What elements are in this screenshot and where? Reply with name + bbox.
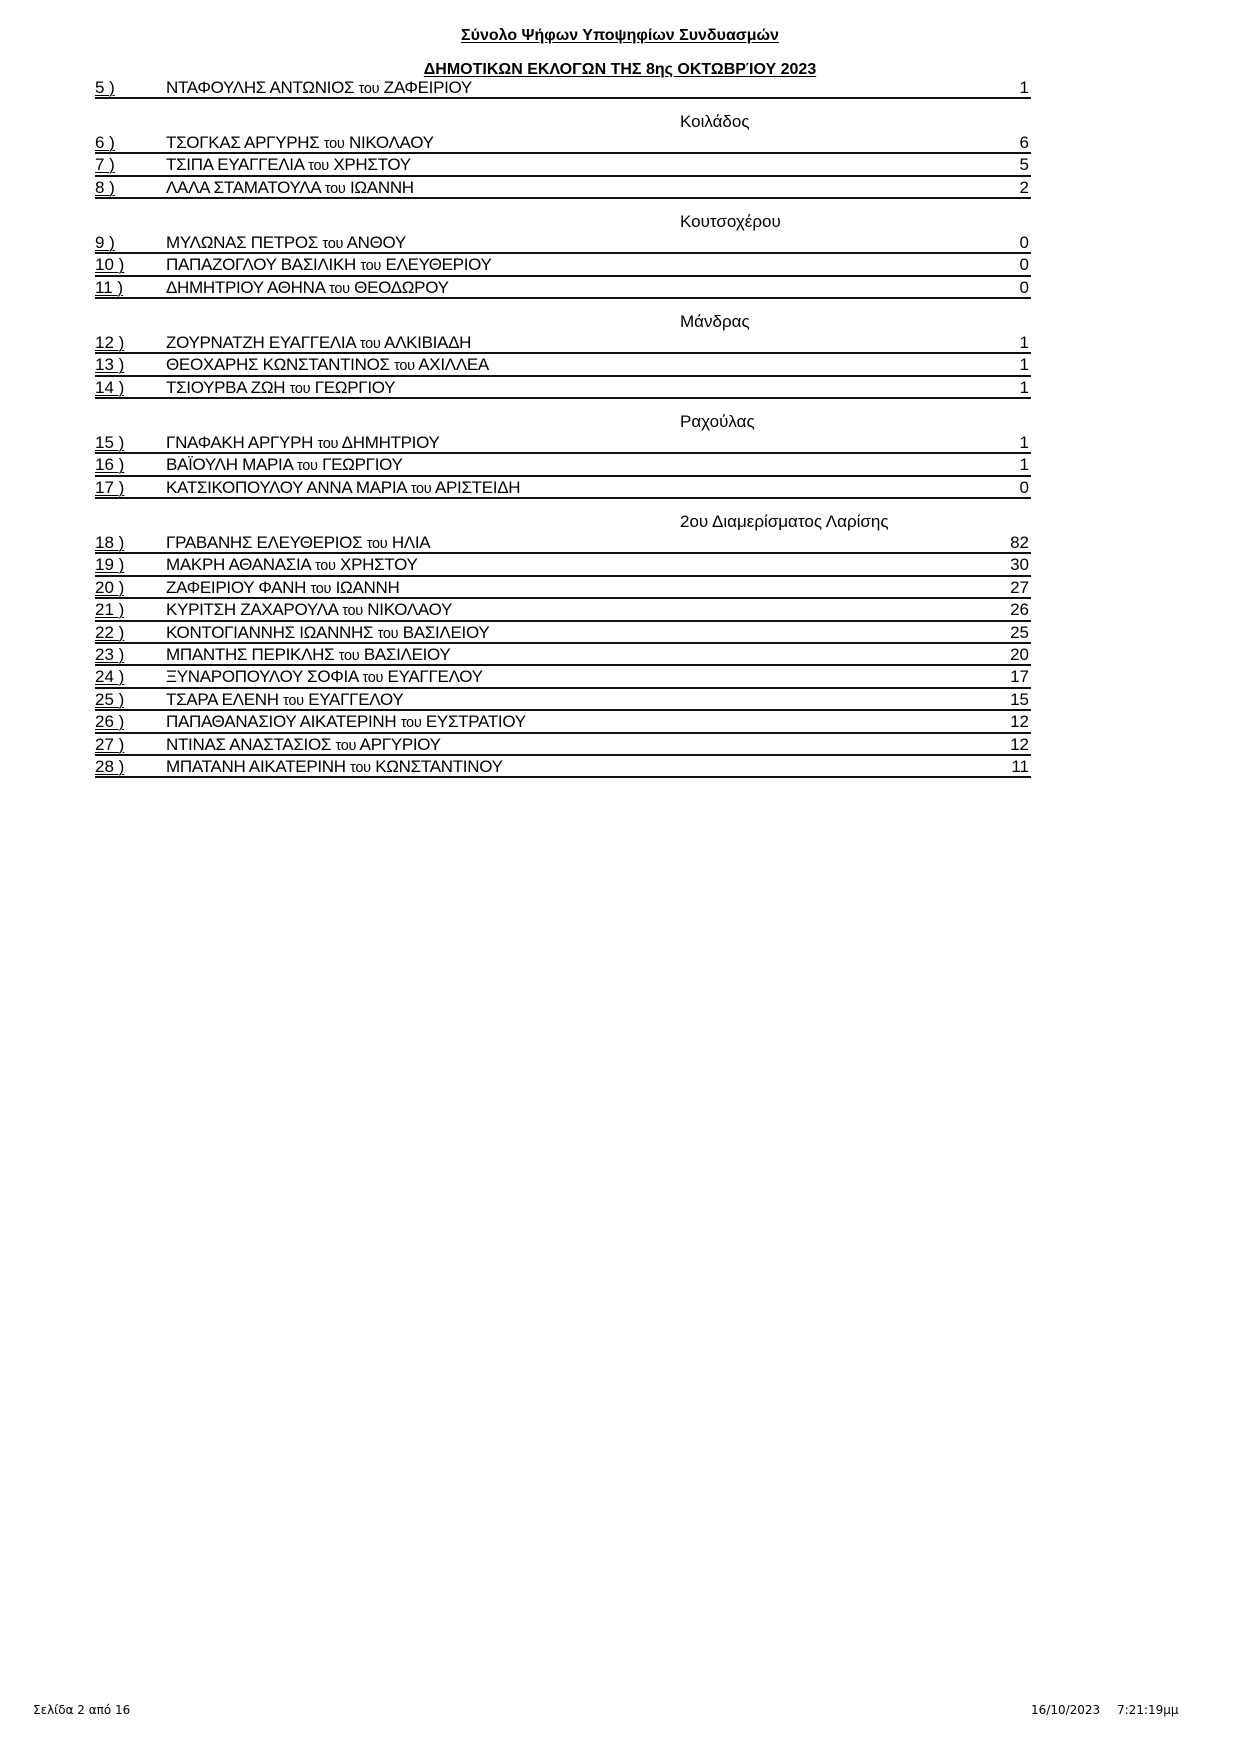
vote-count: 30 bbox=[1010, 555, 1029, 575]
candidate-father-name: ΘΕΟΔΩΡΟΥ bbox=[354, 277, 449, 297]
candidate-group bbox=[95, 332, 1031, 399]
patronymic-prefix: του bbox=[314, 558, 336, 575]
candidate-father-name: ΚΩΝΣΤΑΝΤΙΝΟΥ bbox=[375, 756, 503, 776]
candidate-row bbox=[95, 689, 1031, 711]
candidate-number: 12 ) bbox=[95, 333, 125, 352]
patronymic-prefix: του bbox=[323, 136, 345, 152]
candidate-row bbox=[95, 711, 1031, 733]
candidate-surname: ΝΤΙΝΑΣ ΑΝΑΣΤΑΣΙΟΣ bbox=[166, 734, 332, 754]
patronymic-prefix: του bbox=[358, 81, 380, 97]
candidate-name bbox=[166, 178, 414, 198]
candidate-name bbox=[166, 735, 441, 755]
candidate-row bbox=[95, 734, 1031, 756]
candidate-number: 11 ) bbox=[95, 277, 124, 297]
candidate-name bbox=[166, 757, 503, 777]
candidate-surname: ΖΑΦΕΙΡΙΟΥ ΦΑΝΗ bbox=[166, 577, 307, 597]
candidate-father-name: ΓΕΩΡΓΙΟΥ bbox=[322, 455, 403, 475]
candidate-father-name: ΕΥΑΓΓΕΛΟΥ bbox=[387, 667, 483, 687]
candidate-row bbox=[95, 532, 1031, 554]
candidate-row bbox=[95, 377, 1031, 399]
candidate-name bbox=[166, 712, 526, 732]
vote-count: 20 bbox=[1010, 644, 1029, 664]
print-time: 7:21:19μμ bbox=[1117, 1703, 1179, 1717]
vote-count: 82 bbox=[1010, 533, 1029, 552]
candidate-group bbox=[95, 77, 1031, 99]
candidate-number: 23 ) bbox=[95, 644, 125, 664]
candidate-father-name: ΓΕΩΡΓΙΟΥ bbox=[314, 377, 396, 397]
candidate-row bbox=[95, 177, 1031, 199]
candidate-row bbox=[95, 554, 1031, 576]
vote-count: 12 bbox=[1010, 734, 1029, 754]
candidate-number: 20 ) bbox=[95, 577, 125, 597]
candidate-number: 26 ) bbox=[95, 712, 125, 732]
vote-count: 12 bbox=[1010, 712, 1029, 732]
patronymic-prefix: του bbox=[377, 625, 399, 642]
candidate-number: 15 ) bbox=[95, 433, 125, 452]
candidate-row bbox=[95, 756, 1031, 778]
vote-count: 0 bbox=[1019, 255, 1029, 275]
candidate-group bbox=[95, 532, 1031, 778]
vote-count: 5 bbox=[1019, 155, 1029, 175]
candidate-number: 17 ) bbox=[95, 477, 125, 497]
candidate-name bbox=[166, 478, 520, 498]
patronymic-prefix: του bbox=[322, 236, 344, 252]
candidate-row bbox=[95, 232, 1031, 254]
candidate-number: 9 ) bbox=[95, 233, 115, 252]
candidate-surname: ΜΥΛΩΝΑΣ ΠΕΤΡΟΣ bbox=[166, 233, 319, 252]
candidate-number: 19 ) bbox=[95, 555, 125, 575]
candidate-row bbox=[95, 277, 1031, 299]
patronymic-prefix: του bbox=[362, 670, 384, 687]
candidate-number: 5 ) bbox=[95, 78, 115, 97]
candidate-number: 27 ) bbox=[95, 734, 125, 754]
vote-count: 1 bbox=[1019, 78, 1029, 97]
report-subtitle: ΔΗΜΟΤΙΚΩΝ ΕΚΛΟΓΩΝ ΤΗΣ 8ης ΟΚΤΩΒΡΊΟΥ 2023 bbox=[423, 61, 817, 78]
candidate-name bbox=[166, 667, 483, 687]
candidate-row bbox=[95, 477, 1031, 499]
candidate-name bbox=[166, 133, 434, 153]
candidate-father-name: ΖΑΦΕΙΡΙΟΥ bbox=[383, 78, 472, 97]
candidate-group bbox=[95, 232, 1031, 299]
candidate-surname: ΘΕΟΧΑΡΗΣ ΚΩΝΣΤΑΝΤΙΝΟΣ bbox=[166, 355, 390, 375]
candidate-surname: ΤΣΑΡΑ ΕΛΕΝΗ bbox=[166, 689, 279, 709]
vote-count: 26 bbox=[1010, 600, 1029, 620]
patronymic-prefix: του bbox=[297, 458, 318, 475]
candidate-surname: ΛΑΛΑ ΣΤΑΜΑΤΟΥΛΑ bbox=[166, 177, 321, 197]
candidate-surname: ΔΗΜΗΤΡΙΟΥ ΑΘΗΝΑ bbox=[166, 277, 325, 297]
patronymic-prefix: του bbox=[338, 647, 360, 664]
candidate-name bbox=[166, 623, 489, 643]
candidate-surname: ΞΥΝΑΡΟΠΟΥΛΟΥ ΣΟΦΙΑ bbox=[166, 667, 359, 687]
candidate-surname: ΜΠΑΤΑΝΗ ΑΙΚΑΤΕΡΙΝΗ bbox=[166, 756, 346, 776]
candidate-row bbox=[95, 666, 1031, 688]
candidate-number: 13 ) bbox=[95, 355, 125, 375]
vote-count: 25 bbox=[1010, 622, 1029, 642]
patronymic-prefix: του bbox=[366, 536, 388, 552]
candidate-name bbox=[166, 600, 452, 620]
patronymic-prefix: του bbox=[350, 759, 371, 776]
candidate-surname: ΒΑΪΟΥΛΗ ΜΑΡΙΑ bbox=[166, 455, 293, 475]
print-date: 16/10/2023 bbox=[1031, 1703, 1101, 1717]
candidate-name bbox=[166, 355, 489, 375]
candidate-father-name: ΑΛΚΙΒΙΑΔΗ bbox=[384, 333, 472, 352]
candidate-surname: ΝΤΑΦΟΥΛΗΣ ΑΝΤΩΝΙΟΣ bbox=[166, 78, 355, 97]
candidate-name bbox=[166, 645, 450, 665]
candidate-name bbox=[166, 333, 471, 353]
candidate-name bbox=[166, 578, 399, 598]
patronymic-prefix: του bbox=[289, 380, 311, 397]
patronymic-prefix: του bbox=[324, 180, 346, 197]
section-heading: Κουτσοχέρου bbox=[680, 212, 781, 231]
patronymic-prefix: του bbox=[310, 580, 332, 597]
patronymic-prefix: του bbox=[308, 158, 329, 175]
candidate-row bbox=[95, 622, 1031, 644]
candidate-number: 8 ) bbox=[95, 177, 115, 197]
candidate-surname: ΜΠΑΝΤΗΣ ΠΕΡΙΚΛΗΣ bbox=[166, 644, 335, 664]
vote-count: 17 bbox=[1010, 667, 1029, 687]
vote-count: 0 bbox=[1019, 477, 1029, 497]
candidate-surname: ΓΝΑΦΑΚΗ ΑΡΓΥΡΗ bbox=[166, 433, 314, 452]
candidate-row bbox=[95, 132, 1031, 154]
candidate-number: 6 ) bbox=[95, 133, 115, 152]
candidate-name bbox=[166, 455, 403, 475]
candidate-father-name: ΕΥΑΓΓΕΛΟΥ bbox=[308, 689, 404, 709]
candidate-father-name: ΑΝΘΟΥ bbox=[346, 233, 406, 252]
candidate-name bbox=[166, 533, 430, 553]
candidate-name bbox=[166, 78, 472, 98]
candidate-number: 14 ) bbox=[95, 377, 125, 397]
candidate-name bbox=[166, 555, 418, 575]
candidate-number: 7 ) bbox=[95, 155, 115, 175]
patronymic-prefix: του bbox=[359, 336, 381, 352]
candidate-row bbox=[95, 432, 1031, 454]
candidate-father-name: ΒΑΣΙΛΕΙΟΥ bbox=[402, 622, 490, 642]
candidate-surname: ΤΣΟΓΚΑΣ ΑΡΓΥΡΗΣ bbox=[166, 133, 320, 152]
candidate-row bbox=[95, 644, 1031, 666]
candidate-number: 16 ) bbox=[95, 455, 125, 475]
vote-count: 1 bbox=[1019, 377, 1029, 397]
candidate-father-name: ΕΥΣΤΡΑΤΙΟΥ bbox=[425, 712, 526, 732]
candidate-surname: ΠΑΠΑΘΑΝΑΣΙΟΥ ΑΙΚΑΤΕΡΙΝΗ bbox=[166, 712, 397, 732]
candidate-row bbox=[95, 332, 1031, 354]
candidate-number: 10 ) bbox=[95, 255, 125, 275]
vote-count: 6 bbox=[1019, 133, 1029, 152]
candidate-father-name: ΕΛΕΥΘΕΡΙΟΥ bbox=[385, 255, 492, 275]
candidate-row bbox=[95, 454, 1031, 476]
vote-count: 11 bbox=[1011, 756, 1029, 776]
vote-count: 1 bbox=[1019, 433, 1029, 452]
candidate-name bbox=[166, 233, 406, 253]
candidate-surname: ΜΑΚΡΗ ΑΘΑΝΑΣΙΑ bbox=[166, 555, 311, 575]
candidate-father-name: ΑΡΓΥΡΙΟΥ bbox=[359, 734, 441, 754]
candidate-name bbox=[166, 690, 403, 710]
vote-count: 1 bbox=[1019, 333, 1029, 352]
section-heading: Ραχούλας bbox=[680, 412, 755, 431]
candidate-number: 22 ) bbox=[95, 622, 125, 642]
candidate-name bbox=[166, 278, 449, 298]
candidate-name bbox=[166, 378, 395, 398]
candidate-surname: ΚΑΤΣΙΚΟΠΟΥΛΟΥ ΑΝΝΑ ΜΑΡΙΑ bbox=[166, 477, 407, 497]
patronymic-prefix: του bbox=[342, 603, 363, 620]
patronymic-prefix: του bbox=[394, 358, 415, 375]
vote-count: 15 bbox=[1010, 689, 1029, 709]
page-number: Σελίδα 2 από 16 bbox=[33, 1703, 131, 1717]
patronymic-prefix: του bbox=[360, 258, 382, 275]
candidate-father-name: ΔΗΜΗΤΡΙΟΥ bbox=[341, 433, 440, 452]
candidate-number: 25 ) bbox=[95, 689, 125, 709]
candidate-number: 28 ) bbox=[95, 756, 125, 776]
candidate-name bbox=[166, 155, 411, 175]
candidate-row bbox=[95, 577, 1031, 599]
section-heading: 2ου Διαμερίσματος Λαρίσης bbox=[680, 512, 889, 531]
candidate-father-name: ΝΙΚΟΛΑΟΥ bbox=[348, 133, 434, 152]
candidate-surname: ΤΣΙΠΑ ΕΥΑΓΓΕΛΙΑ bbox=[166, 155, 304, 175]
candidate-father-name: ΧΡΗΣΤΟΥ bbox=[340, 555, 418, 575]
candidate-number: 21 ) bbox=[95, 600, 125, 620]
patronymic-prefix: του bbox=[335, 737, 357, 754]
section-heading: Κοιλάδος bbox=[680, 112, 750, 131]
candidate-father-name: ΙΩΑΝΝΗ bbox=[349, 177, 414, 197]
candidate-surname: ΓΡΑΒΑΝΗΣ ΕΛΕΥΘΕΡΙΟΣ bbox=[166, 533, 363, 552]
candidate-row bbox=[95, 254, 1031, 276]
patronymic-prefix: του bbox=[317, 436, 339, 452]
candidate-father-name: ΙΩΑΝΝΗ bbox=[335, 577, 400, 597]
report-title: Σύνολο Ψήφων Υποψηφίων Συνδυασμών bbox=[461, 27, 779, 44]
patronymic-prefix: του bbox=[400, 715, 422, 732]
candidate-father-name: ΒΑΣΙΛΕΙΟΥ bbox=[363, 644, 451, 664]
vote-count: 0 bbox=[1019, 277, 1029, 297]
vote-count: 1 bbox=[1019, 455, 1029, 475]
candidate-father-name: ΧΡΗΣΤΟΥ bbox=[333, 155, 411, 175]
candidate-father-name: ΑΡΙΣΤΕΙΔΗ bbox=[434, 477, 521, 497]
candidate-row bbox=[95, 154, 1031, 176]
vote-count: 0 bbox=[1019, 233, 1029, 252]
candidate-surname: ΚΥΡΙΤΣΗ ΖΑΧΑΡΟΥΛΑ bbox=[166, 600, 338, 620]
vote-count: 2 bbox=[1019, 177, 1029, 197]
patronymic-prefix: του bbox=[410, 480, 432, 497]
candidate-surname: ΚΟΝΤΟΓΙΑΝΝΗΣ ΙΩΑΝΝΗΣ bbox=[166, 622, 374, 642]
candidate-father-name: ΗΛΙΑ bbox=[391, 533, 431, 552]
vote-count: 1 bbox=[1019, 355, 1029, 375]
section-heading: Μάνδρας bbox=[680, 312, 750, 331]
candidate-surname: ΠΑΠΑΖΟΓΛΟΥ ΒΑΣΙΛΙΚΗ bbox=[166, 255, 356, 275]
candidate-row bbox=[95, 599, 1031, 621]
candidate-group bbox=[95, 132, 1031, 199]
candidate-father-name: ΑΧΙΛΛΕΑ bbox=[418, 355, 489, 375]
candidate-number: 18 ) bbox=[95, 533, 125, 552]
candidate-surname: ΤΣΙΟΥΡΒΑ ΖΩΗ bbox=[166, 377, 286, 397]
candidate-group bbox=[95, 432, 1031, 499]
patronymic-prefix: του bbox=[283, 692, 304, 709]
candidate-name bbox=[166, 433, 440, 453]
patronymic-prefix: του bbox=[329, 280, 350, 297]
candidate-surname: ΖΟΥΡΝΑΤΖΗ ΕΥΑΓΓΕΛΙΑ bbox=[166, 333, 356, 352]
candidate-row bbox=[95, 77, 1031, 99]
candidate-name bbox=[166, 255, 492, 275]
vote-count: 27 bbox=[1010, 577, 1029, 597]
candidate-row bbox=[95, 354, 1031, 376]
candidate-father-name: ΝΙΚΟΛΑΟΥ bbox=[367, 600, 452, 620]
candidate-number: 24 ) bbox=[95, 667, 125, 687]
